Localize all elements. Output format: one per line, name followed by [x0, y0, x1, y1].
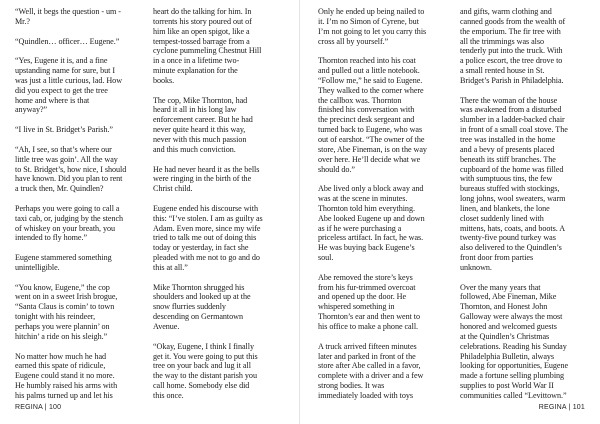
paragraph: No matter how much he had earned this spate of ridicule, Eugene could stand it no more. He humbly raised his arms with his palms turned up and let his: [15, 351, 118, 400]
right-page-column-2: [460, 7, 594, 401]
paragraph: Thornton reached into his coat and pulled out a little notebook. “Follow me,” he said to Eugene. They walked to the corner where the callbox was. Thornton finished his conversation with the precinct desk sergeant and turned back to Eugene, who was out of earshot. “The owner of the store, Abe Fineman, is on the way over here. He’ll decide what we should do.”: [318, 56, 427, 174]
paragraph: Over the many years that followed, Abe Fineman, Mike Thornton, and Honest John Galloway were always the most honored and welcomed guests at the Quindlen’s Christmas celebrations. Reading his Sunday Philadelphia Bulletin, always looking for opportunities, Eugene made a fortune selling plumbing supplies to post World War II communities called “Levittown.”: [460, 282, 569, 400]
right-page-number: REGINA | 101: [538, 404, 585, 411]
paragraph: “Yes, Eugene it is, and a fine upstanding name for sure, but I was just a little curious, lad. How did you expect to get the tree home and where is that anyway?”: [15, 56, 123, 115]
paragraph: Abe removed the store’s keys from his fur-trimmed overcoat and opened up the door. He whispered something in Thornton’s ear and then went to his office to make a phone call.: [318, 272, 421, 331]
paragraph: “You know, Eugene,” the cop went on in a sweet Irish brogue, “Santa Claus is comin’ to town tonight with his reindeer, perhaps you were plannin’ on hitchin’ a ride on his sleigh.”: [15, 282, 118, 341]
paragraph: Eugene stammered something unintelligible.: [15, 253, 112, 272]
paragraph: heart do the talking for him. In torrents his story poured out of him like an open spigot, like a tempest-tossed barrage from a cyclone pummeling Chestnut Hill in a once in a lifetime two- minute explanation for the books.: [153, 7, 262, 85]
paragraph: There the woman of the house was awakened from a disturbed slumber in a ladder-backed chair in front of a small coal stove. The tree was installed in the home and a bevy of presents placed beneath its stiff branches. The cupboard of the home was filled with sumptuous tins, the few bureaus stuffed with stockings, long johns, wool sweaters, warm linen, and blankets, the lone closet suddenly lined with mittens, hats, coats, and boots. A twenty-five pound turkey was also delivered to the Quindlen’s front door from parties unknown.: [460, 95, 568, 272]
paragraph: Perhaps you were going to call a taxi cab, or, judging by the stench of whiskey on your breath, you intended to fly home.”: [15, 203, 124, 243]
paragraph: Mike Thornton shrugged his shoulders and looked up at the snow flurries suddenly descending on Germantown Avenue.: [153, 282, 251, 331]
left-page-column-1: [15, 7, 149, 401]
paragraph: Eugene ended his discourse with this: “I’ve stolen. I am as guilty as Adam. Even more, since my wife tried to talk me out of doing this today or yesterday, in fact she pleaded with me not to go and do this at all.”: [153, 203, 263, 272]
paragraph: “Quindlen… officer… Eugene.”: [15, 36, 120, 46]
left-page-column-2: [153, 7, 287, 401]
paragraph: He had never heard it as the bells were ringing in the birth of the Christ child.: [153, 164, 260, 194]
paragraph: The cop, Mike Thornton, had heard it all in his long law enforcement career. But he had never quite heard it this way, never with this much passion and this much conviction.: [153, 95, 253, 154]
right-page: [300, 0, 600, 424]
right-page-column-1: [318, 7, 452, 401]
paragraph: A truck arrived fifteen minutes later and parked in front of the store after Abe called in a favor, complete with a driver and a few strong bodies. It was immediately loaded with toys: [318, 341, 424, 400]
paragraph: “I live in St. Bridget’s Parish.”: [15, 125, 113, 135]
left-page-number: REGINA | 100: [15, 404, 62, 411]
paragraph: Only he ended up being nailed to it. I’m no Simon of Cyrene, but I’m not going to let you carry this cross all by yourself.”: [318, 7, 427, 46]
paragraph: “Okay, Eugene, I think I finally get it. You were going to put this tree on your back and lug it all the way to the distant parish you call home. Somebody else did this once.: [153, 341, 258, 400]
paragraph: Abe lived only a block away and was at the scene in minutes. Thornton told him everything. Abe looked Eugene up and down as if he were purchasing a priceless artifact. In fact, he was. He was buying back Eugene’s soul.: [318, 184, 425, 263]
paragraph: “Ah, I see, so that’s where our little tree was goin’. All the way to St. Bridget’s, how nice, I should have known. Did you plan to rent a truck then, Mr. Quindlen?: [15, 144, 127, 194]
paragraph: “Well, it begs the question - um - Mr.?: [15, 7, 121, 26]
paragraph: and gifts, warm clothing and canned goods from the wealth of the emporium. The fir tree with all the trimmings was also tenderly put into the truck. With a police escort, the tree drove to a small rented house in St. Bridget’s Parish in Philadelphia.: [460, 7, 566, 85]
